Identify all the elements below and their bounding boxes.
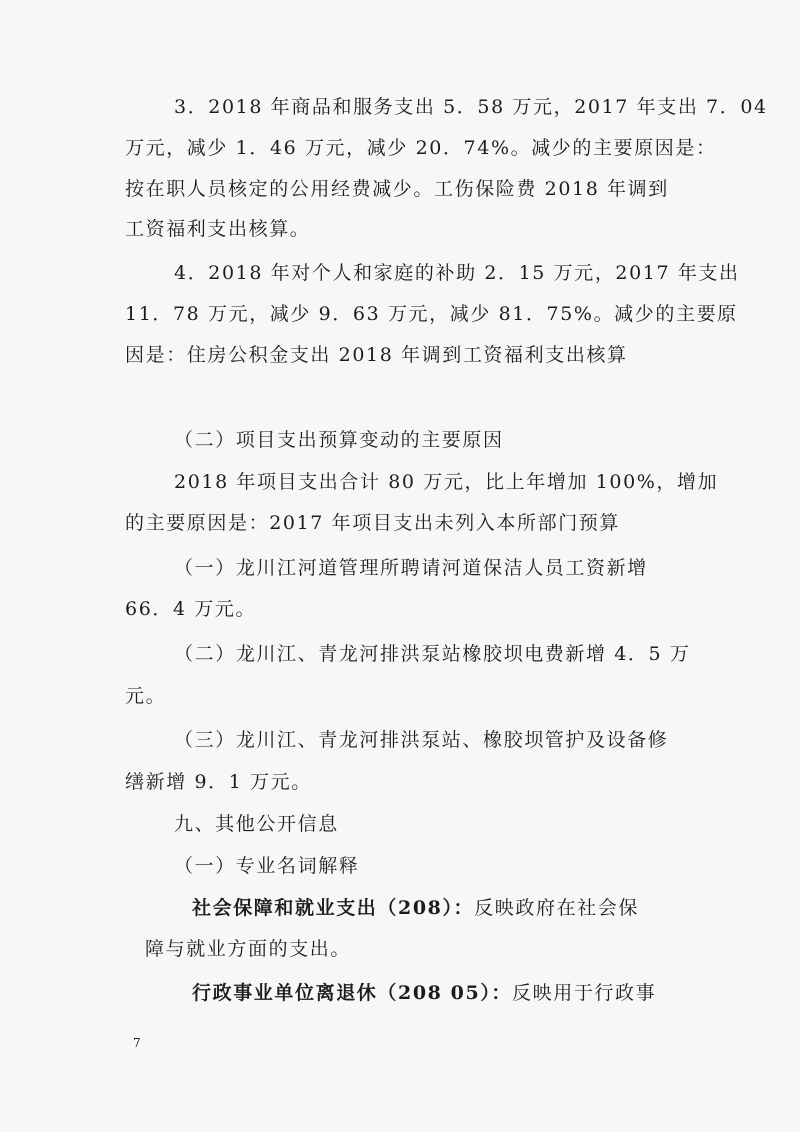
text-line: （二）龙川江、青龙河排洪泵站橡胶坝电费新增 4．5 万 [174,643,691,665]
heading-text: （二）项目支出预算变动的主要原因 [174,429,504,451]
paragraph-project-3 [174,720,668,761]
paragraph-family-subsidy [174,253,740,294]
text-line: 2018 年项目支出合计 80 万元，比上年增加 100%，增加 [174,471,719,493]
glossary-entry-social-security-cont [145,929,351,970]
heading-text: 九、其他公开信息 [174,813,339,835]
text-line: （一）龙川江河道管理所聘请河道保洁人员工资新增 [174,557,648,579]
glossary-term: 社会保障和就业支出（208）： [192,897,475,919]
text-line: 因是：住房公积金支出 2018 年调到工资福利支出核算 [125,343,628,366]
paragraph-project-2 [174,634,690,675]
text-line: 4．2018 年对个人和家庭的补助 2．15 万元，2017 年支出 [174,262,740,284]
text-line [192,888,639,929]
heading-text: （一）专业名词解释 [174,855,360,877]
text-line: 66．4 万元。 [125,598,257,620]
text-line: 按在职人员核定的公用经费减少。工伤保险费 2018 年调到 [125,177,669,200]
paragraph-goods-services [174,87,768,128]
page-number: 7 [133,1036,141,1050]
paragraph-project-1-cont [125,589,256,630]
text-line: 工资福利支出核算。 [125,218,311,240]
paragraph-project-summary-cont [125,503,620,544]
glossary-entry-social-security [192,888,639,929]
paragraph-project-summary [174,462,718,503]
section-heading-other-info [174,804,339,845]
glossary-entry-retirement [192,973,656,1014]
glossary-definition: 反映用于行政事 [512,982,657,1004]
section-heading-project [174,420,504,461]
paragraph-project-3-cont [125,762,312,803]
paragraph-project-2-cont [125,676,166,717]
paragraph-goods-services-cont [125,128,717,250]
text-line: 元。 [125,685,167,707]
text-line: （三）龙川江、青龙河排洪泵站、橡胶坝管护及设备修 [174,729,669,751]
glossary-definition: 反映政府在社会保 [474,897,639,919]
text-line: 的主要原因是：2017 年项目支出未列入本所部门预算 [125,512,620,534]
paragraph-project-1 [174,548,648,589]
text-line: 缮新增 9．1 万元。 [125,771,312,793]
text-line: 3．2018 年商品和服务支出 5．58 万元，2017 年支出 7．04 [174,96,768,118]
text-line: 万元，减少 1．46 万元，减少 20．74%。减少的主要原因是： [125,137,717,159]
glossary-term: 行政事业单位离退休（208 05）： [192,982,513,1004]
glossary-definition: 障与就业方面的支出。 [145,938,352,960]
section-heading-glossary [174,846,359,887]
text-line: 11．78 万元，减少 9．63 万元，减少 81．75%。减少的主要原 [125,303,738,325]
text-line [192,973,656,1014]
paragraph-family-subsidy-cont [125,294,738,375]
